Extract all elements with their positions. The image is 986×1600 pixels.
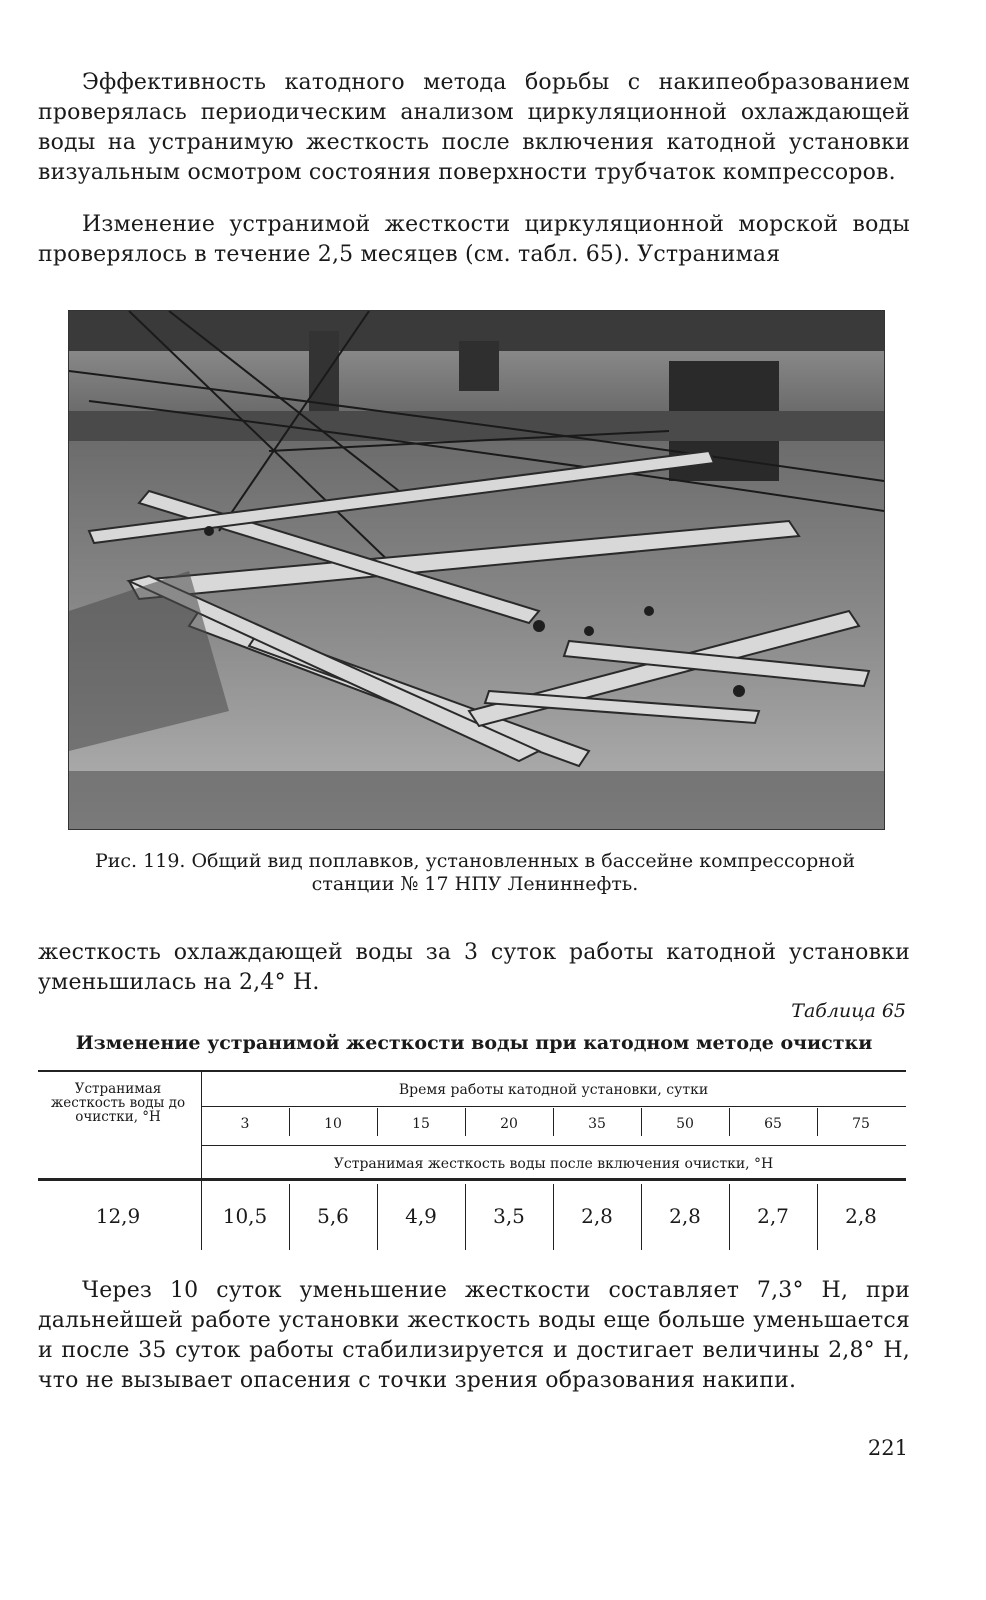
value-cell: 4,9 [405, 1204, 437, 1228]
value-cell: 5,6 [317, 1204, 349, 1228]
paragraph-3: жесткость охлаждающей воды за 3 суток работы катодной установки уменьшилась на 2,4° Н. [38, 940, 910, 995]
column-separator [465, 1184, 466, 1250]
value-cell: 2,8 [581, 1204, 613, 1228]
table-number: Таблица 65 [791, 1000, 906, 1022]
column-separator [729, 1108, 730, 1136]
row-header: Устранимая жесткость воды до очистки, °Н [50, 1081, 186, 1125]
value-cell: 2,8 [669, 1204, 701, 1228]
paragraph-2: Изменение устранимой жесткости циркуляционной морской воды проверялось в течение 2,5 месяцев (см. табл. 65). Устранимая [38, 212, 910, 267]
column-separator [289, 1108, 290, 1136]
column-separator [465, 1108, 466, 1136]
day-header: 75 [852, 1116, 870, 1132]
day-header: 15 [412, 1116, 430, 1132]
group-header: Время работы катодной установки, сутки [398, 1082, 709, 1098]
column-separator [289, 1184, 290, 1250]
table-title: Изменение устранимой жесткости воды при катодном методе очистки [75, 1032, 873, 1054]
column-separator [377, 1108, 378, 1136]
paragraph-1: Эффективность катодного метода борьбы с накипеобразованием проверялась периодическим анализом циркуляционной охлаждающей воды на устранимую жесткость после включения катодной установки визуальным осмотром состояния поверхности трубчаток компрессоров. [38, 70, 910, 185]
column-separator [377, 1184, 378, 1250]
column-separator [553, 1108, 554, 1136]
column-separator [729, 1184, 730, 1250]
column-separator [641, 1184, 642, 1250]
value-cell: 2,7 [757, 1204, 789, 1228]
day-header: 65 [764, 1116, 782, 1132]
column-separator [817, 1184, 818, 1250]
day-header: 10 [324, 1116, 342, 1132]
table-header-rule [38, 1178, 906, 1181]
value-cell: 10,5 [222, 1204, 268, 1228]
day-header: 3 [240, 1116, 250, 1132]
day-header: 35 [588, 1116, 606, 1132]
column-separator [553, 1184, 554, 1250]
value-cell: 3,5 [493, 1204, 525, 1228]
figure-caption: Рис. 119. Общий вид поплавков, установленных в бассейне компрессорной станции № 17 НПУ Лениннефть. [94, 850, 856, 895]
column-separator [641, 1108, 642, 1136]
value-cell: 2,8 [845, 1204, 877, 1228]
figure-photo-floats [68, 310, 885, 830]
table-inner-rule [201, 1145, 906, 1146]
table-inner-rule [201, 1106, 906, 1107]
table-top-rule [38, 1070, 906, 1072]
day-header: 50 [676, 1116, 694, 1132]
photo-floats-in-basin [69, 311, 884, 829]
base-value-cell: 12,9 [95, 1204, 141, 1228]
group-footer: Устранимая жесткость воды после включения очистки, °Н [333, 1156, 774, 1172]
page-number: 221 [867, 1436, 908, 1460]
day-header: 20 [500, 1116, 518, 1132]
column-separator [817, 1108, 818, 1136]
paragraph-4: Через 10 суток уменьшение жесткости составляет 7,3° Н, при дальнейшей работе установки жесткость воды еще больше уменьшается и после 35 суток работы стабилизируется и достигает величины 2,8° Н, что не вызывает опасения с точки зрения образования накипи. [38, 1278, 910, 1393]
